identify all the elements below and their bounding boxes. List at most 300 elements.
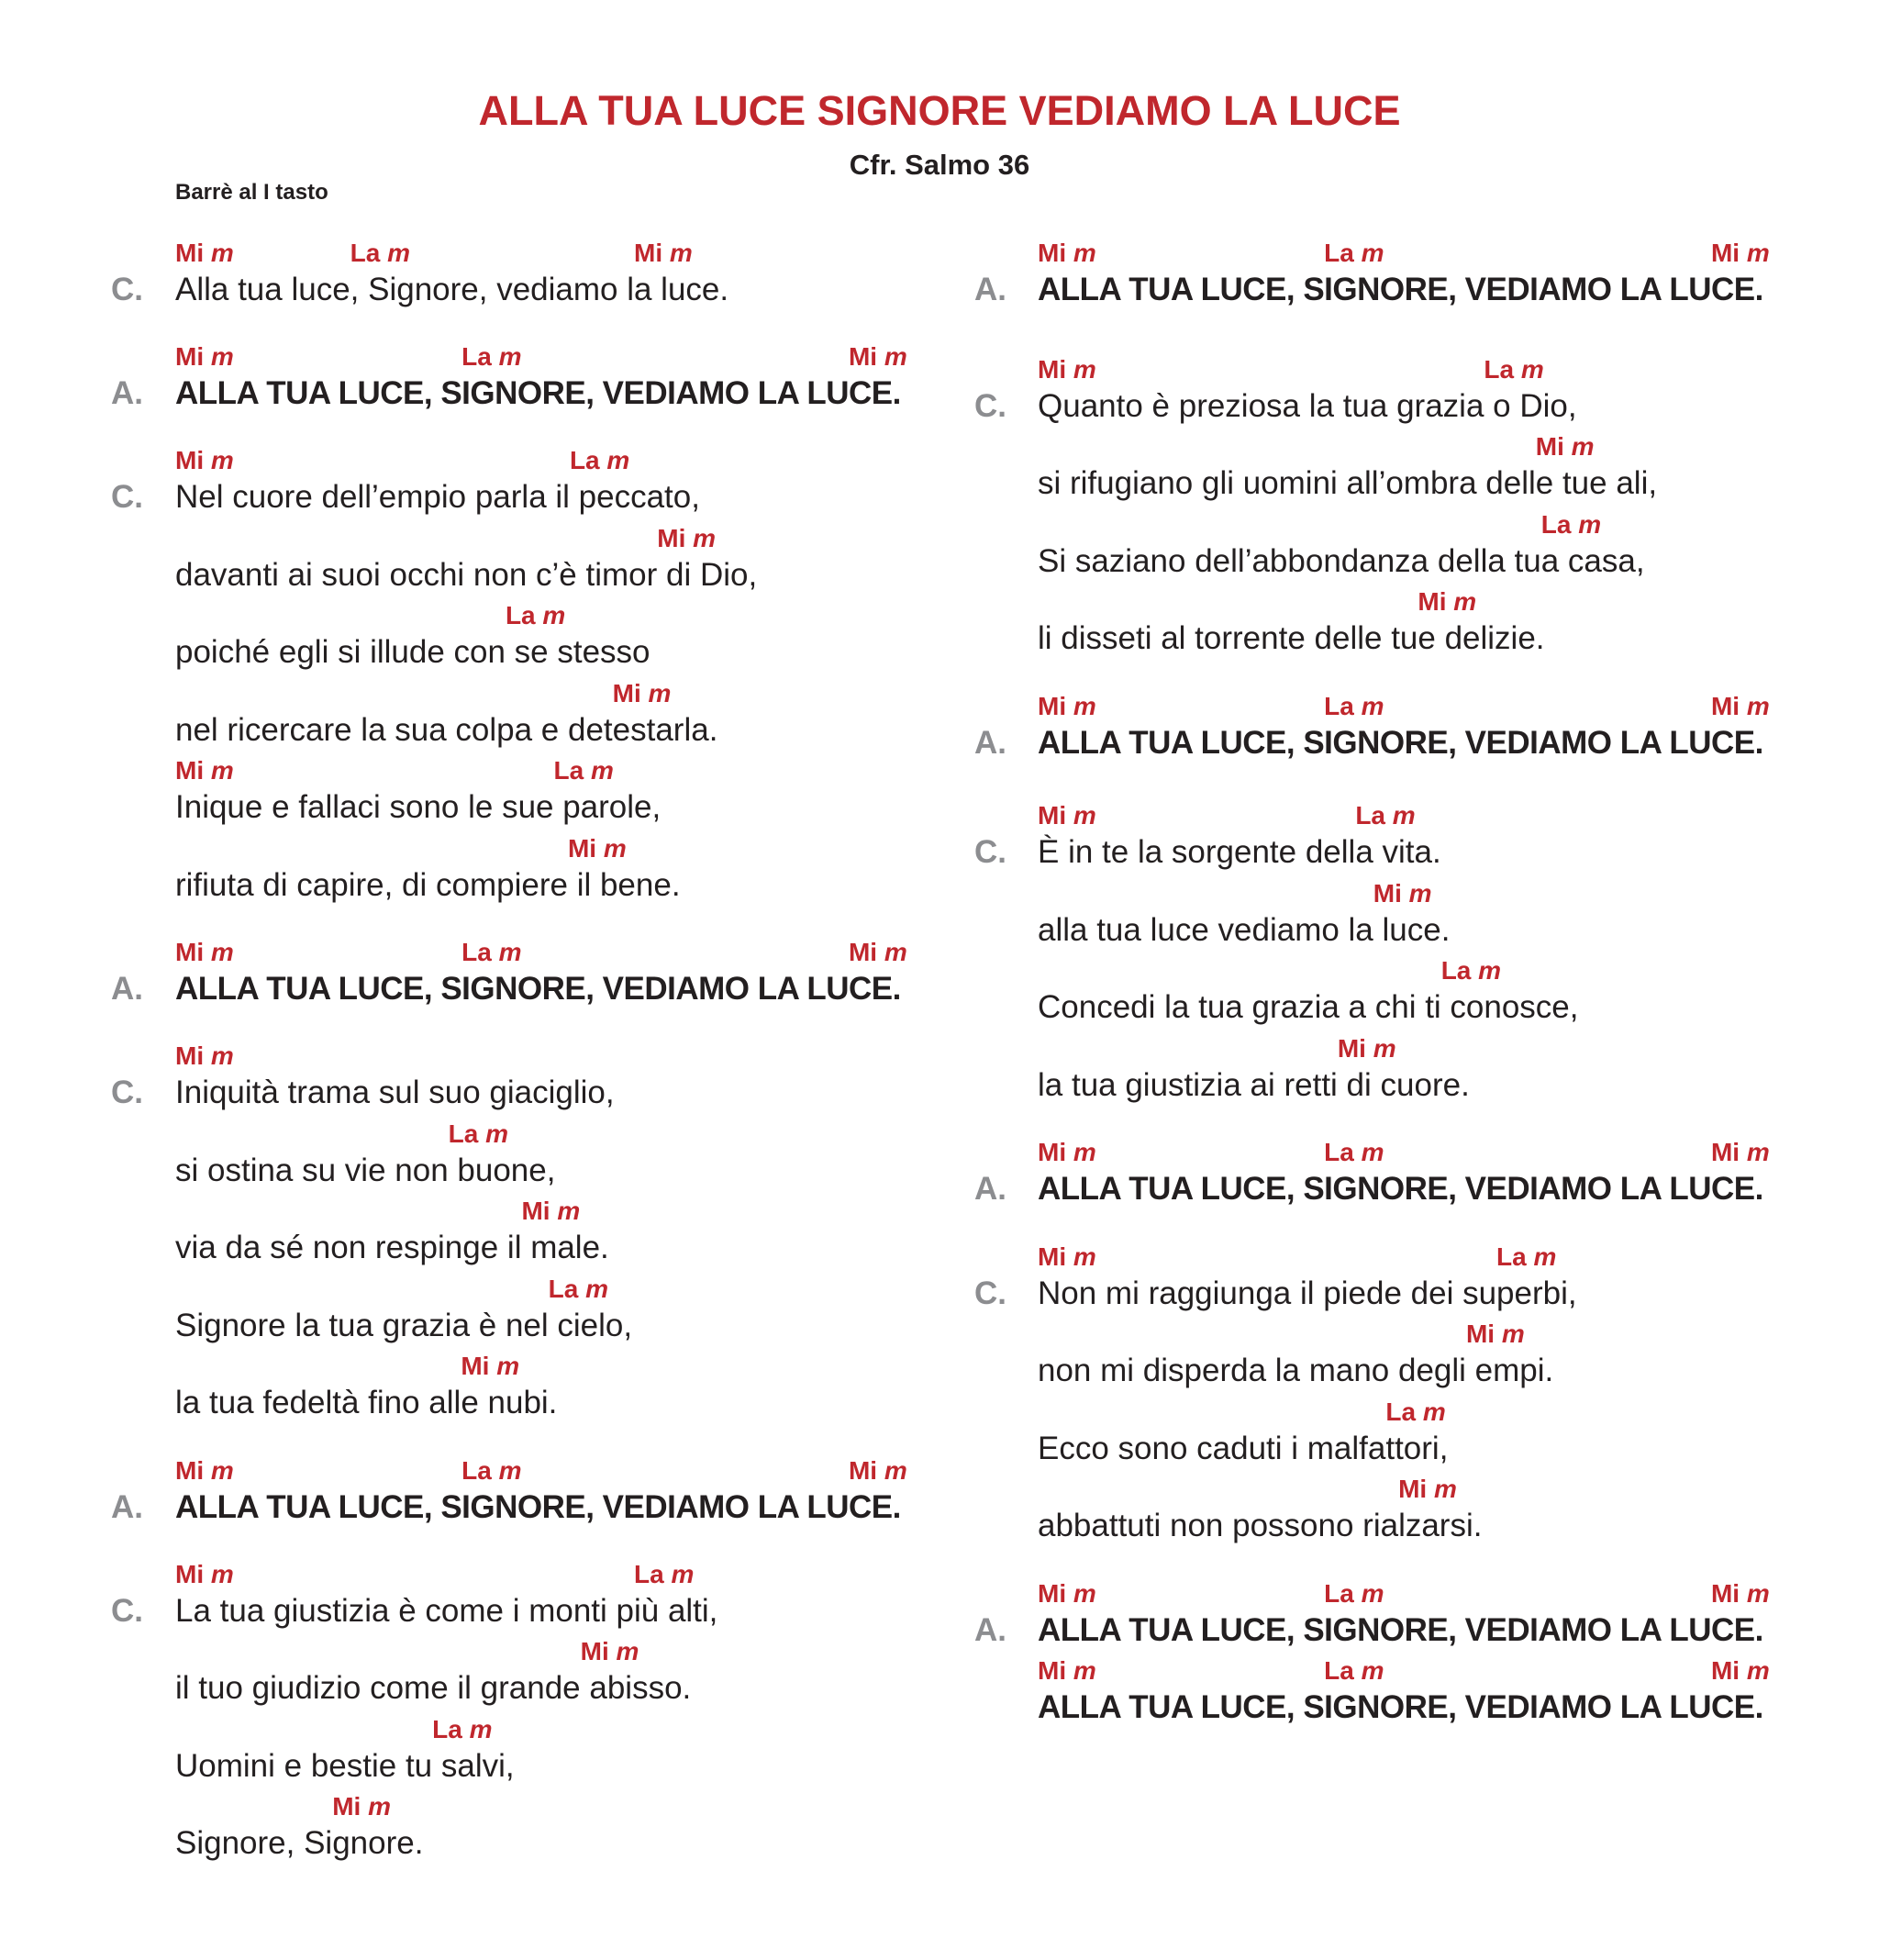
song-subtitle: Cfr. Salmo 36: [849, 149, 1030, 181]
chord-row: [945, 434, 1879, 463]
chord-label: [549, 1276, 608, 1302]
verse-line: [0, 1562, 934, 1639]
lyric-text: Si saziano dell’abbondanza della tua casa,: [1038, 543, 1645, 579]
chord-label: [1324, 1581, 1384, 1607]
chord-row: [945, 1476, 1879, 1506]
refrain-line: [0, 940, 934, 1017]
chord-label: [1038, 1658, 1096, 1684]
lyric-text: davanti ai suoi occhi non c’è timor di Dio,: [175, 557, 758, 593]
chord-mode: m: [1073, 1242, 1096, 1271]
chord-note: Barrè al I tasto: [175, 180, 328, 205]
chord-mode: m: [1578, 510, 1602, 539]
chord-mode: m: [542, 601, 566, 629]
verse-line: [945, 512, 1879, 589]
chord-mode: m: [1073, 1656, 1096, 1685]
chord-root: La: [1540, 510, 1572, 539]
chord-mode: m: [1453, 587, 1477, 616]
verse-line: [945, 589, 1879, 666]
chord-label: [521, 1198, 580, 1224]
chord-mode: m: [1392, 801, 1416, 830]
lyric-text: Alla tua luce, Signore, vediamo la luce.: [175, 272, 729, 307]
chord-label: [1711, 1581, 1770, 1607]
verse-line: [0, 681, 934, 758]
chord-label: [1038, 357, 1096, 383]
refrain-line: [945, 1581, 1879, 1658]
chord-root: Mi: [1038, 692, 1067, 720]
chord-label: [570, 448, 629, 473]
lyric-text: Signore, Signore.: [175, 1825, 424, 1861]
chord-mode: m: [648, 679, 672, 707]
chord-label: [332, 1794, 391, 1820]
chord-row: [0, 681, 934, 710]
chord-label: [1038, 803, 1096, 829]
verse-line: [945, 1036, 1879, 1113]
verse-line: [945, 803, 1879, 880]
chord-root: La: [1355, 801, 1386, 830]
chord-root: La: [461, 1456, 492, 1485]
refrain-text: ALLA TUA LUCE, SIGNORE, VEDIAMO LA LUCE.: [1038, 1689, 1763, 1725]
chord-row: [945, 958, 1879, 987]
verse-line: [945, 1321, 1879, 1398]
lyric-text: il tuo giudizio come il grande abisso.: [175, 1670, 692, 1706]
chord-mode: m: [884, 342, 907, 371]
chord-row: [945, 1244, 1879, 1274]
chord-root: Mi: [634, 239, 663, 267]
chord-label: [461, 940, 521, 965]
chord-label: [506, 603, 565, 629]
chord-label: [175, 1562, 234, 1587]
chord-root: Mi: [175, 756, 205, 785]
verse-line: [0, 1717, 934, 1794]
verse-line: [0, 1198, 934, 1275]
chord-mode: m: [498, 342, 522, 371]
lyric-text: alla tua luce vediamo la luce.: [1038, 912, 1451, 948]
chord-root: Mi: [657, 524, 686, 552]
chord-root: Mi: [175, 938, 205, 966]
chord-label: [1496, 1244, 1556, 1270]
speaker-label: A.: [974, 1171, 1006, 1207]
chord-row: [0, 1562, 934, 1591]
chord-row: [0, 758, 934, 787]
chord-root: La: [505, 601, 536, 629]
refrain-line: [0, 344, 934, 421]
chord-label: [175, 1458, 234, 1484]
lyric-text: abbattuti non possono rialzarsi.: [1038, 1508, 1483, 1543]
speaker-label: C.: [111, 1593, 143, 1629]
chord-label: [1711, 1658, 1770, 1684]
chord-row: [945, 589, 1879, 618]
chord-mode: m: [1746, 1138, 1770, 1166]
chord-mode: m: [1361, 1579, 1384, 1608]
chord-root: La: [1324, 1579, 1354, 1608]
chord-root: Mi: [175, 1041, 205, 1070]
speaker-label: A.: [974, 272, 1006, 307]
chord-mode: m: [669, 239, 693, 267]
speaker-label: C.: [111, 1075, 143, 1110]
chord-mode: m: [1433, 1475, 1457, 1503]
chord-mode: m: [498, 938, 522, 966]
chord-row: [0, 526, 934, 555]
lyric-text: la tua giustizia ai retti di cuore.: [1038, 1067, 1470, 1103]
chord-label: [175, 344, 234, 370]
speaker-label: A.: [111, 971, 143, 1007]
speaker-label: C.: [111, 272, 143, 307]
chord-mode: m: [210, 446, 234, 474]
chord-mode: m: [1746, 692, 1770, 720]
chord-row: [945, 1658, 1879, 1687]
chord-label: [1038, 240, 1096, 266]
lyric-text: Inique e fallaci sono le sue parole,: [175, 789, 662, 825]
chord-label: [175, 448, 234, 473]
chord-root: Mi: [1710, 1656, 1740, 1685]
chord-row: [945, 881, 1879, 910]
chord-mode: m: [606, 446, 630, 474]
lyric-text: Uomini e bestie tu salvi,: [175, 1748, 515, 1784]
verse-line: [945, 958, 1879, 1035]
verse-line: [0, 758, 934, 835]
chord-row: [945, 694, 1879, 723]
chord-label: [634, 1562, 694, 1587]
chord-mode: m: [1746, 1656, 1770, 1685]
chord-root: Mi: [567, 834, 597, 863]
chord-row: [0, 836, 934, 865]
chord-root: La: [1440, 956, 1472, 985]
chord-root: La: [448, 1119, 479, 1148]
chord-mode: m: [496, 1352, 520, 1380]
chord-root: Mi: [612, 679, 641, 707]
speaker-label: C.: [974, 388, 1006, 424]
lyric-text: si rifugiano gli uomini all’ombra delle tue ali,: [1038, 465, 1658, 501]
chord-mode: m: [1073, 355, 1096, 384]
chord-mode: m: [498, 1456, 522, 1485]
chord-label: [1324, 1658, 1384, 1684]
chord-label: [1324, 1140, 1384, 1165]
chord-mode: m: [590, 756, 614, 785]
speaker-label: A.: [111, 375, 143, 411]
chord-mode: m: [1571, 432, 1595, 461]
chord-mode: m: [1361, 239, 1384, 267]
chord-label: [175, 1043, 234, 1069]
chord-label: [449, 1121, 508, 1147]
chord-mode: m: [557, 1197, 581, 1225]
verse-line: [0, 1121, 934, 1198]
chord-root: La: [1324, 239, 1354, 267]
chord-root: Mi: [1337, 1034, 1366, 1063]
chord-root: Mi: [1038, 1656, 1067, 1685]
chord-row: [0, 1458, 934, 1487]
chord-mode: m: [210, 756, 234, 785]
lyric-text: poiché egli si illude con se stesso: [175, 634, 650, 670]
chord-mode: m: [1361, 692, 1384, 720]
chord-row: [0, 1794, 934, 1823]
chord-root: Mi: [1038, 1242, 1067, 1271]
chord-label: [1038, 1244, 1096, 1270]
chord-label: [1418, 589, 1476, 615]
chord-mode: m: [210, 239, 234, 267]
chord-root: La: [569, 446, 600, 474]
speaker-label: A.: [111, 1489, 143, 1525]
chord-mode: m: [368, 1792, 392, 1821]
lyric-text: si ostina su vie non buone,: [175, 1153, 556, 1188]
chord-label: [175, 940, 234, 965]
song-title: ALLA TUA LUCE SIGNORE VEDIAMO LA LUCE: [478, 87, 1401, 134]
chord-root: Mi: [175, 1456, 205, 1485]
chord-label: [1711, 1140, 1770, 1165]
chord-mode: m: [1746, 239, 1770, 267]
chord-label: [1373, 881, 1432, 907]
verse-line: [945, 881, 1879, 958]
chord-row: [0, 1043, 934, 1073]
chord-mode: m: [210, 1041, 234, 1070]
chord-label: [175, 758, 234, 784]
verse-line: [0, 836, 934, 913]
chord-label: [613, 681, 672, 707]
chord-mode: m: [693, 524, 717, 552]
chord-root: Mi: [1710, 692, 1740, 720]
lyric-text: Quanto è preziosa la tua grazia o Dio,: [1038, 388, 1577, 424]
chord-label: [1711, 240, 1770, 266]
chord-row: [0, 1353, 934, 1383]
chord-root: Mi: [1710, 1579, 1740, 1608]
chord-mode: m: [671, 1560, 695, 1588]
chord-mode: m: [1520, 355, 1544, 384]
chord-row: [945, 1036, 1879, 1065]
chord-root: Mi: [175, 239, 205, 267]
chord-root: Mi: [1535, 432, 1564, 461]
speaker-label: A.: [974, 725, 1006, 761]
chord-root: La: [1496, 1242, 1527, 1271]
chord-root: La: [432, 1715, 462, 1743]
chord-root: La: [1324, 1656, 1354, 1685]
chord-label: [581, 1639, 639, 1665]
chord-mode: m: [1073, 1579, 1096, 1608]
chord-mode: m: [585, 1275, 609, 1303]
chord-root: Mi: [848, 938, 878, 966]
chord-mode: m: [210, 1560, 234, 1588]
refrain-line: [945, 694, 1879, 771]
refrain-text: ALLA TUA LUCE, SIGNORE, VEDIAMO LA LUCE.: [175, 375, 901, 411]
chord-root: Mi: [1398, 1475, 1428, 1503]
chord-row: [945, 1321, 1879, 1351]
chord-label: [1711, 694, 1770, 719]
chord-row: [0, 1717, 934, 1746]
chord-label: [1385, 1399, 1445, 1425]
verse-line: [945, 1244, 1879, 1321]
chord-row: [0, 1198, 934, 1228]
chord-label: [1398, 1476, 1457, 1502]
chord-row: [0, 1121, 934, 1151]
refrain-line: [945, 240, 1879, 317]
refrain-text: ALLA TUA LUCE, SIGNORE, VEDIAMO LA LUCE.: [175, 1489, 901, 1525]
chord-root: Mi: [1038, 1579, 1067, 1608]
chord-mode: m: [1073, 239, 1096, 267]
chord-root: Mi: [1373, 879, 1402, 908]
refrain-text: ALLA TUA LUCE, SIGNORE, VEDIAMO LA LUCE.: [1038, 1612, 1763, 1648]
chord-root: Mi: [1038, 355, 1067, 384]
chord-label: [1038, 1140, 1096, 1165]
chord-row: [0, 1276, 934, 1306]
chord-row: [945, 357, 1879, 386]
lyric-text: Concedi la tua grazia a chi ti conosce,: [1038, 989, 1579, 1025]
chord-mode: m: [1361, 1138, 1384, 1166]
chord-label: [849, 344, 907, 370]
chord-root: Mi: [332, 1792, 361, 1821]
chord-root: Mi: [175, 342, 205, 371]
chord-label: [1541, 512, 1601, 538]
verse-line: [945, 1399, 1879, 1476]
chord-root: La: [1484, 355, 1515, 384]
refrain-line: [945, 1140, 1879, 1217]
refrain-text: ALLA TUA LUCE, SIGNORE, VEDIAMO LA LUCE.: [175, 971, 901, 1007]
chord-row: [0, 603, 934, 632]
chord-root: La: [1324, 692, 1354, 720]
lyric-text: Non mi raggiunga il piede dei superbi,: [1038, 1275, 1577, 1311]
chord-label: [657, 526, 716, 551]
lyric-text: li disseti al torrente delle tue delizie.: [1038, 620, 1545, 656]
verse-line: [945, 434, 1879, 511]
chord-root: La: [461, 342, 492, 371]
verse-line: [0, 526, 934, 603]
chord-row: [945, 512, 1879, 541]
chord-label: [1038, 1581, 1096, 1607]
chord-mode: m: [1073, 1138, 1096, 1166]
chord-label: [461, 344, 521, 370]
chord-root: Mi: [175, 1560, 205, 1588]
chord-row: [945, 1399, 1879, 1429]
refrain-line: [0, 1458, 934, 1535]
refrain-line: [945, 1658, 1879, 1735]
chord-root: Mi: [848, 1456, 878, 1485]
chord-mode: m: [1478, 956, 1502, 985]
chord-root: Mi: [521, 1197, 550, 1225]
chord-row: [0, 344, 934, 373]
lyric-text: la tua fedeltà fino alle nubi.: [175, 1385, 558, 1420]
lyric-text: Signore la tua grazia è nel cielo,: [175, 1308, 633, 1343]
chord-row: [945, 240, 1879, 270]
verse-line: [0, 1276, 934, 1353]
chord-label: [849, 1458, 907, 1484]
chord-root: La: [633, 1560, 664, 1588]
lyric-text: Nel cuore dell’empio parla il peccato,: [175, 479, 700, 515]
chord-root: Mi: [580, 1637, 609, 1665]
chord-root: Mi: [1038, 1138, 1067, 1166]
verse-line: [945, 1476, 1879, 1554]
lyric-text: Iniquità trama sul suo giaciglio,: [175, 1075, 615, 1110]
verse-line: [0, 603, 934, 680]
chord-label: [1355, 803, 1415, 829]
chord-root: La: [461, 938, 492, 966]
lyric-text: non mi disperda la mano degli empi.: [1038, 1353, 1554, 1388]
chord-mode: m: [1533, 1242, 1557, 1271]
chord-mode: m: [1361, 1656, 1384, 1685]
chord-root: Mi: [1418, 587, 1447, 616]
chord-mode: m: [485, 1119, 509, 1148]
speaker-label: A.: [974, 1612, 1006, 1648]
chord-mode: m: [1073, 801, 1096, 830]
chord-label: [1038, 694, 1096, 719]
verse-line: [0, 1353, 934, 1431]
chord-label: [568, 836, 627, 862]
chord-mode: m: [1746, 1579, 1770, 1608]
verse-line: [0, 1043, 934, 1120]
verse-line: [0, 1639, 934, 1716]
chord-label: [1536, 434, 1595, 460]
chord-label: [350, 240, 410, 266]
lyric-text: via da sé non respinge il male.: [175, 1230, 609, 1265]
chord-root: Mi: [1710, 1138, 1740, 1166]
chord-label: [175, 240, 234, 266]
chord-mode: m: [469, 1715, 493, 1743]
chord-root: La: [1324, 1138, 1354, 1166]
refrain-text: ALLA TUA LUCE, SIGNORE, VEDIAMO LA LUCE.: [1038, 272, 1763, 307]
chord-mode: m: [1408, 879, 1432, 908]
chord-label: [1466, 1321, 1525, 1347]
chord-label: [1484, 357, 1543, 383]
chord-label: [1324, 694, 1384, 719]
chord-mode: m: [387, 239, 411, 267]
chord-root: La: [1385, 1398, 1417, 1426]
chord-root: Mi: [461, 1352, 490, 1380]
chord-mode: m: [1373, 1034, 1396, 1063]
chord-row: [0, 1639, 934, 1668]
chord-label: [432, 1717, 492, 1743]
chord-mode: m: [884, 1456, 907, 1485]
chord-mode: m: [884, 938, 907, 966]
chord-root: La: [350, 239, 381, 267]
chord-label: [634, 240, 693, 266]
chord-mode: m: [210, 938, 234, 966]
speaker-label: C.: [111, 479, 143, 515]
chord-row: [0, 240, 934, 270]
chord-root: Mi: [848, 342, 878, 371]
chord-root: Mi: [1465, 1320, 1495, 1348]
speaker-label: C.: [974, 834, 1006, 870]
chord-mode: m: [603, 834, 627, 863]
lyric-text: La tua giustizia è come i monti più alti,: [175, 1593, 718, 1629]
lyric-text: Ecco sono caduti i malfattori,: [1038, 1431, 1449, 1466]
chord-mode: m: [616, 1637, 639, 1665]
chord-label: [461, 1353, 519, 1379]
verse-line: [0, 448, 934, 525]
chord-mode: m: [210, 1456, 234, 1485]
chord-mode: m: [1501, 1320, 1525, 1348]
chord-mode: m: [1073, 692, 1096, 720]
chord-root: La: [553, 756, 584, 785]
chord-row: [945, 803, 1879, 832]
chord-row: [945, 1140, 1879, 1169]
chord-mode: m: [1422, 1398, 1446, 1426]
lyric-text: rifiuta di capire, di compiere il bene.: [175, 867, 681, 903]
chord-label: [1441, 958, 1501, 984]
chord-label: [1338, 1036, 1396, 1062]
verse-line: [945, 357, 1879, 434]
chord-row: [0, 448, 934, 477]
verse-line: [0, 1794, 934, 1871]
lyric-text: È in te la sorgente della vita.: [1038, 834, 1441, 870]
verse-line: [0, 240, 934, 317]
chord-root: La: [548, 1275, 579, 1303]
speaker-label: C.: [974, 1275, 1006, 1311]
chord-row: [0, 940, 934, 969]
chord-root: Mi: [1710, 239, 1740, 267]
chord-label: [1324, 240, 1384, 266]
refrain-text: ALLA TUA LUCE, SIGNORE, VEDIAMO LA LUCE.: [1038, 1171, 1763, 1207]
chord-root: Mi: [1038, 239, 1067, 267]
chord-label: [849, 940, 907, 965]
chord-label: [554, 758, 614, 784]
lyric-text: nel ricercare la sua colpa e detestarla.: [175, 712, 718, 748]
chord-mode: m: [210, 342, 234, 371]
